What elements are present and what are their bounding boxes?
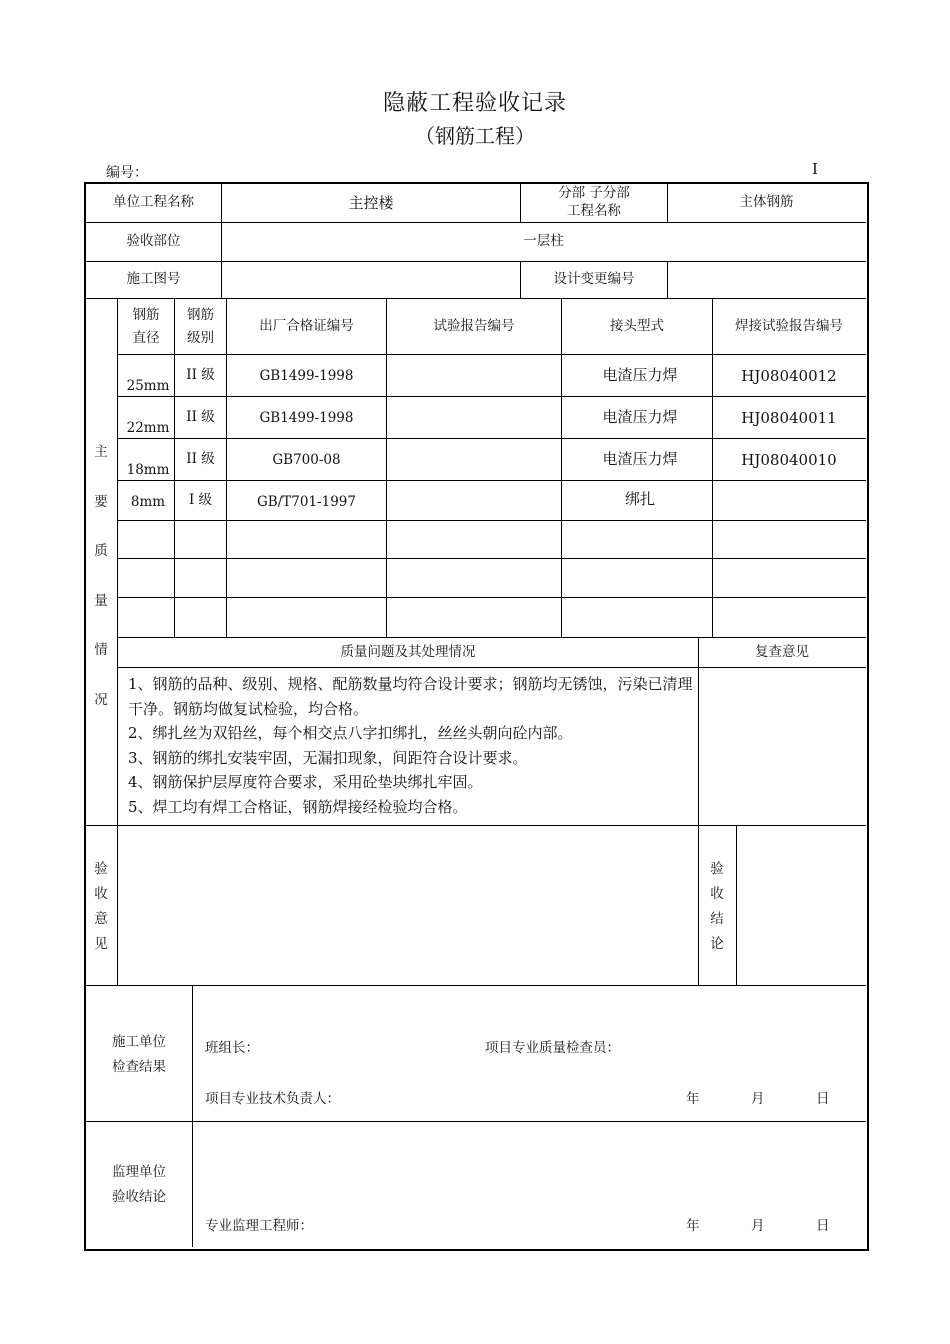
row4-test (387, 481, 561, 520)
row2-weld: HJ08040011 (741, 408, 837, 427)
col-diameter-line1: 钢筋 (132, 306, 160, 323)
row2-grade: II 级 (186, 408, 215, 425)
supervision-label-line1: 监理单位 (112, 1164, 166, 1181)
row1-weld: HJ08040012 (741, 366, 837, 385)
supervision-unit-label (86, 1160, 192, 1210)
tech-lead-label: 项目专业技术负责人： (205, 1091, 340, 1107)
col-joint-header: 接头型式 (610, 317, 664, 334)
row2-joint: 电渣压力焊 (602, 407, 678, 426)
issues-label: 质量问题及其处理情况 (340, 643, 476, 660)
row3-joint: 电渣压力焊 (602, 449, 678, 468)
col-diameter-header (118, 299, 174, 354)
construction-year: 年 (686, 1091, 700, 1107)
drawing-value (222, 262, 520, 298)
row2-test (387, 397, 561, 438)
main-quality-label: 主要质量情况 (94, 444, 108, 708)
construction-label-line1: 施工单位 (112, 1034, 166, 1051)
row3-diameter: 18mm (126, 462, 170, 479)
sub-project-label-line1: 分部 子分部 (558, 185, 630, 202)
location-value: 一层柱 (523, 233, 564, 250)
drawing-label: 施工图号 (126, 271, 181, 288)
design-change-value (668, 262, 865, 298)
supervision-day: 日 (816, 1218, 830, 1234)
row-divider (84, 825, 866, 826)
serial-label: 编号： (106, 165, 148, 181)
supervising-engineer-label: 专业监理工程师： (205, 1218, 313, 1234)
construction-unit-label (86, 1030, 192, 1080)
location-label: 验收部位 (126, 233, 181, 250)
col-diameter-line2: 直径 (132, 329, 160, 346)
document-title: 隐蔽工程验收记录 (382, 91, 567, 116)
row3-weld: HJ08040010 (741, 450, 837, 469)
quality-note: 2、绑扎丝为双铅丝，每个相交点八字扣绑扎，丝丝头朝向砼内部。 (128, 724, 573, 742)
construction-label-line2: 检查结果 (112, 1059, 166, 1075)
col-test-header: 试验报告编号 (433, 317, 515, 334)
row1-joint: 电渣压力焊 (602, 365, 678, 384)
row1-test (387, 355, 561, 396)
row3-grade: II 级 (186, 450, 215, 467)
supervision-month: 月 (751, 1218, 765, 1234)
construction-month: 月 (751, 1091, 765, 1107)
supervision-label-line2: 验收结论 (112, 1189, 166, 1205)
row-divider (118, 597, 866, 598)
row4-grade: I 级 (188, 492, 213, 509)
col-grade-line1: 钢筋 (187, 306, 214, 323)
col-grade-line2: 级别 (187, 329, 214, 346)
acceptance-opinion-label: 验收意见 (94, 861, 108, 952)
column-divider (192, 985, 193, 1247)
column-divider (736, 825, 737, 985)
team-leader-label: 班组长： (205, 1040, 259, 1056)
row4-weld (713, 481, 865, 520)
sub-project-label (521, 184, 667, 222)
construction-day: 日 (816, 1091, 830, 1107)
page-mark: I (812, 160, 818, 178)
row1-diameter: 25mm (126, 378, 170, 395)
column-divider (698, 637, 699, 985)
design-change-label: 设计变更编号 (553, 271, 635, 288)
col-cert-header: 出厂合格证编号 (259, 317, 354, 334)
quality-inspector-label: 项目专业质量检查员： (485, 1040, 620, 1056)
acceptance-conclusion-label: 验收结论 (710, 861, 724, 952)
row-divider (118, 667, 866, 668)
col-grade-header (175, 299, 226, 354)
unit-name-label: 单位工程名称 (113, 194, 194, 211)
row-divider (84, 1121, 866, 1122)
row3-test (387, 439, 561, 480)
document-subtitle: （钢筋工程） (415, 124, 535, 148)
row4-diameter: 8mm (130, 494, 166, 511)
unit-name-value: 主控楼 (348, 194, 394, 212)
row2-diameter: 22mm (126, 420, 170, 437)
row4-joint: 绑扎 (624, 489, 655, 508)
quality-notes (128, 672, 694, 819)
quality-note: 3、钢筋的绑扎安装牢固，无漏扣现象，间距符合设计要求。 (128, 748, 528, 767)
supervision-year: 年 (686, 1218, 700, 1234)
row1-grade: II 级 (186, 366, 215, 383)
row2-cert: GB1499-1998 (259, 409, 354, 426)
quality-note: 4、钢筋保护层厚度符合要求，采用砼垫块绑扎牢固。 (128, 773, 483, 791)
quality-note: 1、钢筋的品种、级别、规格、配筋数量均符合设计要求；钢筋均无锈蚀，污染已清理干净。钢筋均做复试检验，均合格。 (128, 675, 693, 718)
row-divider (84, 985, 866, 986)
quality-note: 5、焊工均有焊工合格证，钢筋焊接经检验均合格。 (128, 797, 468, 816)
row3-cert: GB700-08 (272, 451, 341, 468)
sub-project-label-line2: 工程名称 (567, 203, 621, 219)
review-label: 复查意见 (755, 643, 809, 660)
row4-cert: GB/T701-1997 (257, 494, 356, 511)
row1-cert: GB1499-1998 (259, 367, 354, 384)
col-weld-header: 焊接试验报告编号 (735, 317, 843, 334)
row-divider (118, 558, 866, 559)
sub-project-value: 主体钢筋 (739, 194, 794, 211)
